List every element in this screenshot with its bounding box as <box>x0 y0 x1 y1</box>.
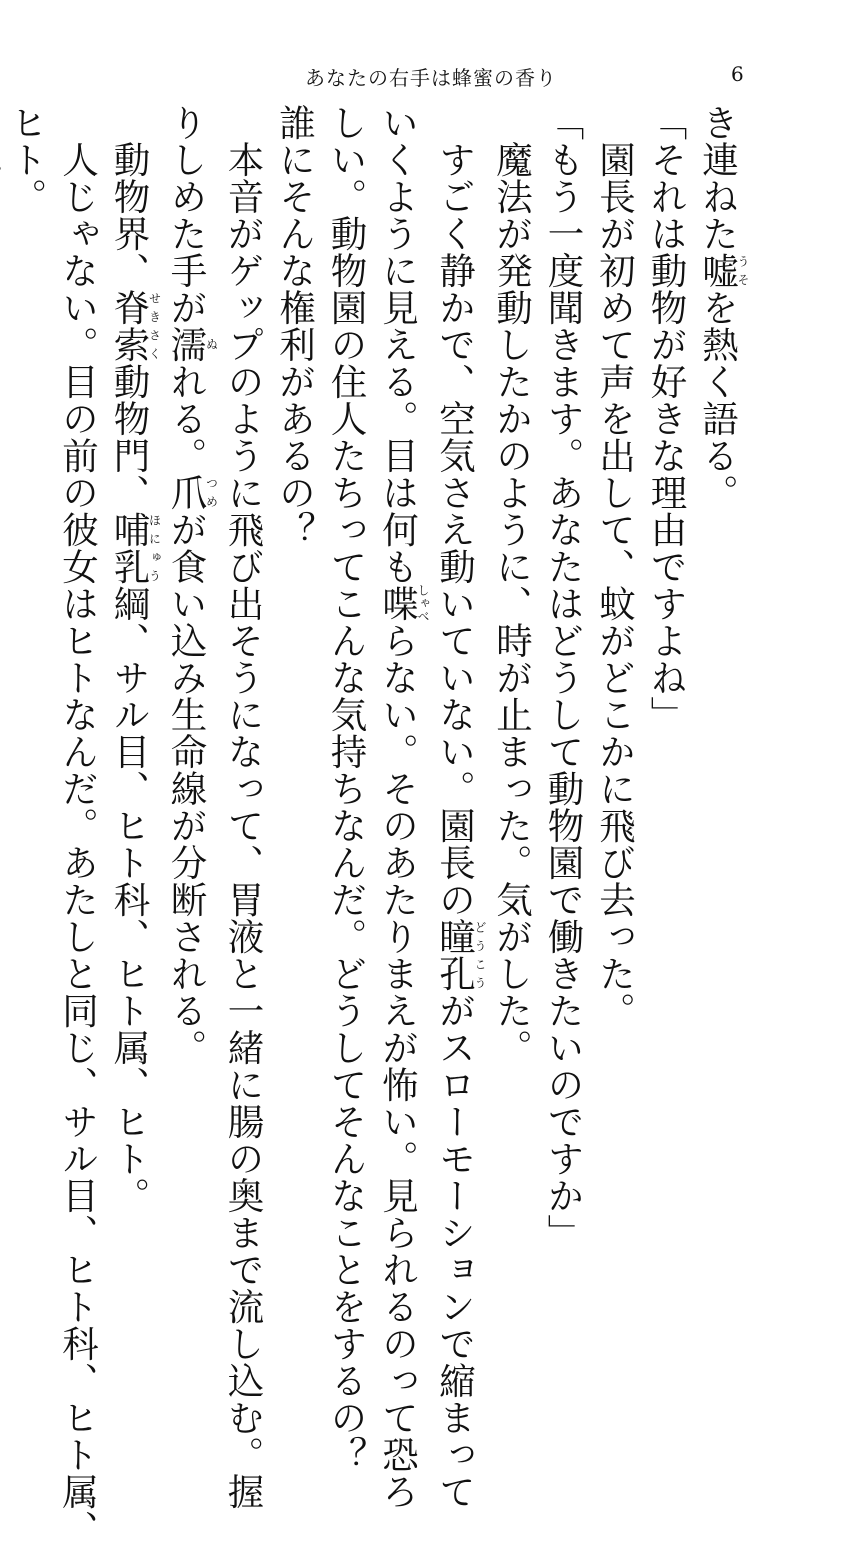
text-run: 「それは動物が好きな理由ですよね」 <box>645 104 688 733</box>
text-line <box>269 104 321 1104</box>
ruby-base: 喋 <box>376 584 420 623</box>
text-run: が食い込み生命線が分断される。 <box>165 511 208 1066</box>
text-line <box>589 104 641 1104</box>
text-line <box>429 104 487 1510</box>
text-run: 「もう一度聞きます。あなたはどうして動物園で働きたいのですか」 <box>542 104 585 1251</box>
body-text <box>0 104 750 1547</box>
text-run: を熱く語る。 <box>696 289 740 511</box>
furigana: うそ <box>736 252 750 289</box>
text-line <box>161 104 218 1104</box>
text-line <box>1 104 53 1104</box>
text-run: き連ねた <box>696 104 740 252</box>
text-run: 動物界、 <box>108 104 151 289</box>
text-run: りしめた手が <box>165 104 208 326</box>
ruby-base: 哺乳 <box>108 511 151 585</box>
text-run: れる。 <box>165 363 208 474</box>
ruby-base: 濡 <box>165 326 208 363</box>
text-run: ヒト。 <box>5 104 48 215</box>
ruby-base: 爪 <box>165 474 208 511</box>
furigana: ぬ <box>204 326 219 363</box>
text-line <box>104 104 162 1214</box>
text-run: 魔法が発動したかのように、時が止まった。気がした。 <box>490 104 534 1066</box>
ruby-word <box>165 474 219 511</box>
text-line <box>641 104 693 1104</box>
text-run: 本音がゲップのように飛び出そうになって、胃液と一緒に腸の奥まで流し込む。握 <box>222 104 265 1510</box>
text-run: いくように見える。目は何も <box>376 104 420 585</box>
ruby-base: 瞳孔 <box>433 918 477 992</box>
text-line <box>538 104 590 1251</box>
furigana: ほにゅう <box>147 511 162 585</box>
ruby-base: 脊索 <box>108 289 151 363</box>
text-run: すごく静かで、空気さえ動いていない。園長の <box>433 104 477 918</box>
text-run: 動物門、 <box>108 363 151 511</box>
furigana <box>0 141 2 215</box>
ruby-base: 嘘 <box>696 252 740 289</box>
ruby-word <box>433 918 487 992</box>
furigana: しゃべ <box>416 584 430 623</box>
text-line <box>486 104 538 1104</box>
ruby-word <box>108 289 162 363</box>
text-run: がスローモーションで縮まって <box>433 992 477 1510</box>
text-line <box>692 104 749 1104</box>
text-run: 誰にそんな権利があるの？ <box>273 104 317 548</box>
ruby-word <box>165 326 219 363</box>
furigana: どうこう <box>473 918 487 992</box>
running-title: あなたの右手は蜂蜜の香り <box>305 66 557 90</box>
text-line <box>218 104 270 1510</box>
text-line <box>321 104 373 1473</box>
ruby-word <box>108 511 162 585</box>
text-line <box>52 104 104 1547</box>
ruby-word <box>696 252 750 289</box>
page-number: 6 <box>731 62 744 86</box>
text-line <box>372 104 430 1510</box>
text-run: らない。そのあたりまえが怖い。見られるのって恐ろ <box>376 622 420 1510</box>
furigana: つめ <box>204 474 219 511</box>
text-run: 人じゃない。目の前の彼女はヒトなんだ。あたしと同じ、サル目、ヒト科、ヒト属、 <box>56 104 100 1547</box>
text-line <box>0 104 1 1104</box>
text-run: しい。動物園の住人たちってこんな気持ちなんだ。どうしてそんなことをするの？ <box>325 104 368 1473</box>
text-run: 綱、サル目、ヒト科、ヒト属、ヒト。 <box>108 585 151 1214</box>
furigana: せきさく <box>147 289 162 363</box>
text-run: 園長が初めて声を出して、蚊がどこかに飛び去った。 <box>593 104 637 1029</box>
ruby-word <box>376 584 430 623</box>
